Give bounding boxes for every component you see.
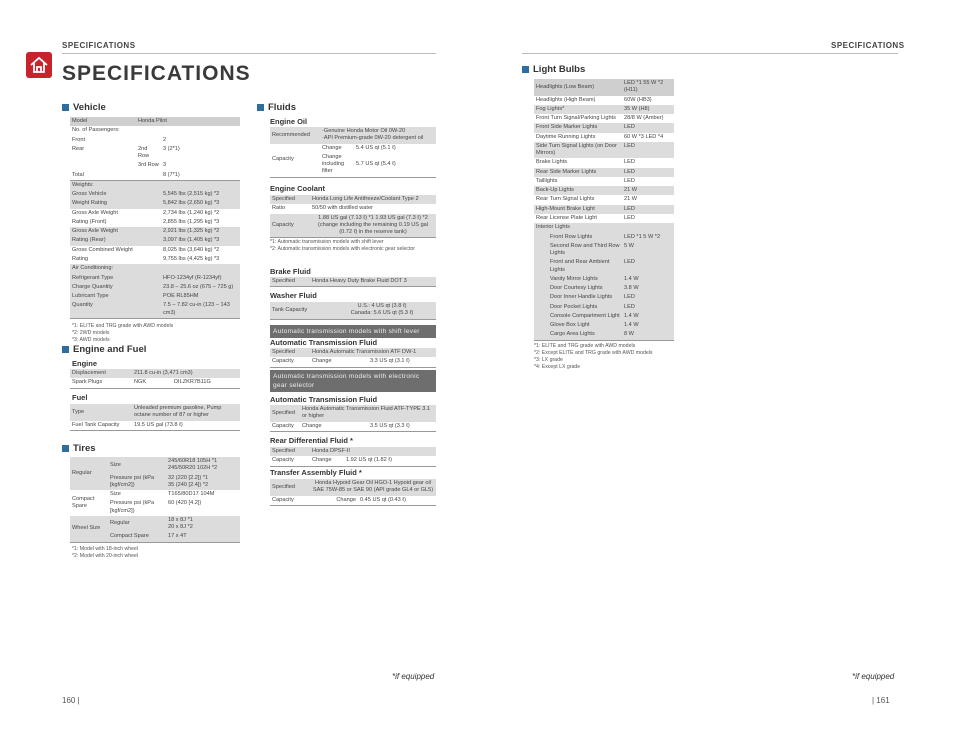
- rear-diff-table: Specified Honda DPSF-II Capacity Change 1.92 US qt (1.82 ℓ): [270, 447, 436, 467]
- page-number-right: | 161: [872, 696, 890, 705]
- page-header-right: SPECIFICATIONS: [831, 41, 905, 50]
- atf-subheading: Automatic Transmission Fluid: [270, 338, 378, 347]
- bulbs-table: Headlights (Low Beam) LED *1 55 W *2 (H11) Headlights (High Beam) 60W (HB3) Fog Lights* 35 W (H8) Front Turn Signal/Parking Lights 28/8 W (Amber) Front Side Marker Lights LED Daytime Running Lights 60 W *3 LED *4 Side Turn Signal Lights (on Door Mirrors) LED Brake Lights LED Rear Side Marker Lights LED Taillights LED Back-Up Lights 21 W Rear Turn Signal Lights 21 W High-Mount Brake Light LED Rear License Plate Light LED Interior Lights Front Row Lights LED *1 5 W *2 Second Row and Third Row Lights 5 W Front and Rear Ambient Lights LED Vanity Mirror Lights 1.4 W Door Courtesy Lights 3.8 W Door Inner Handle Lights LED Door Pocket Lights LED Console Compartment Light 1.4 W Glove Box Light 1.4 W Cargo Area Lights 8 W *1: ELITE and TRG grade with AWD models *2: Except ELITE and TRG grade with AWD models *3: LX grade *4: Except LX grade: [534, 79, 674, 371]
- bulbs-note: *2: Except ELITE and TRG grade with AWD models: [534, 349, 653, 356]
- vehicle-note: *3: AWD models: [72, 336, 110, 343]
- engine-oil-subheading: Engine Oil: [270, 117, 308, 126]
- tires-note: *2: Model with 20-inch wheel: [72, 552, 139, 559]
- fluids-heading: Fluids: [257, 102, 296, 113]
- transfer-subheading: Transfer Assembly Fluid *: [270, 468, 362, 477]
- brake-subheading: Brake Fluid: [270, 267, 311, 276]
- atf2-subheading: Automatic Transmission Fluid: [270, 395, 378, 404]
- page-header-left: SPECIFICATIONS: [62, 41, 136, 50]
- bulbs-heading: Light Bulbs: [522, 64, 585, 75]
- washer-subheading: Washer Fluid: [270, 291, 317, 300]
- tires-heading: Tires: [62, 443, 96, 454]
- page-title: SPECIFICATIONS: [62, 62, 251, 85]
- vehicle-heading: Vehicle: [62, 102, 106, 113]
- coolant-note: *1: Automatic transmission models with shift lever: [270, 239, 384, 246]
- tires-table: Regular Size 245/60R18 105H *1 245/50R20 102H *2 Pressure psi (kPa [kgf/cm2]) 32 (220 [2.2]) *1 35 (240 [2.4]) *2 Compact Spare Size T165/80D17 104M Pressure psi (kPa [kgf/cm2]) 60 (420 [4.2]) Wheel Size Regular 18 x 8J *1 20 x 8J *2 Compact Spare 17 x 4T *1: Model with 18-inch wheel *2: Model with 20-inch wheel: [70, 457, 240, 560]
- home-icon: [26, 52, 52, 78]
- page-number-left: 160 |: [62, 696, 80, 705]
- engine-heading: Engine and Fuel: [62, 344, 146, 355]
- brake-table: Specified Honda Heavy Duty Brake Fluid DOT 3: [270, 277, 436, 287]
- shift-lever-banner: Automatic transmission models with shift lever: [270, 325, 436, 338]
- coolant-subheading: Engine Coolant: [270, 184, 325, 193]
- washer-table: Tank Capacity U.S.: 4 US qt (3.8 ℓ) Canada: 5.6 US qt (5.3 ℓ): [270, 302, 436, 320]
- fuel-subheading: Fuel: [72, 393, 88, 402]
- atf-table: Specified Honda Automatic Transmission ATF DW-1 Capacity Change 3.3 US qt (3.1 ℓ): [270, 348, 436, 368]
- engine-table: Displacement 211.8 cu-in (3,471 cm3) Spark Plugs NGK DILZKR7B11G: [70, 369, 240, 389]
- rear-diff-subheading: Rear Differential Fluid *: [270, 436, 353, 445]
- bulbs-note: *3: LX grade: [534, 356, 563, 363]
- bulbs-note: *1: ELITE and TRG grade with AWD models: [534, 342, 636, 349]
- bulbs-note: *4: Except LX grade: [534, 363, 581, 370]
- vehicle-note: *2: 2WD models: [72, 329, 110, 336]
- coolant-note: *2: Automatic transmission models with electronic gear selector: [270, 246, 416, 253]
- transfer-table: Specified Honda Hypoid Gear Oil HGO-1 Hypoid gear oil SAE 75W-85 or SAE 90 (API grade GL4 or GL5) Capacity Change 0.45 US qt (0.43 ℓ): [270, 479, 436, 506]
- footnote-left: *if equipped: [392, 672, 435, 681]
- home-button[interactable]: [26, 52, 52, 78]
- gear-selector-banner: Automatic transmission models with electronic gear selector: [270, 370, 436, 392]
- vehicle-note: *1: ELITE and TRG grade with AWD models: [72, 322, 174, 329]
- coolant-table: Specified Honda Long Life Antifreeze/Coolant Type 2 Ratio 50/50 with distilled water Capacity 1.88 US gal (7.13 ℓ) *1 1.93 US gal (7.3 ℓ) *2 (change including the remaining 0.19 US gal (0.72 ℓ) in the reserve tank) *1: Automatic transmission models with shift lever *2: Automatic transmission models with electronic gear selector: [270, 195, 436, 253]
- tires-note: *1: Model with 18-inch wheel: [72, 545, 139, 552]
- fuel-table: Type Unleaded premium gasoline, Pump octane number of 87 or higher Fuel Tank Capacity 19.5 US gal (73.8 ℓ): [70, 404, 240, 431]
- engine-oil-table: Recommended ·Genuine Honda Motor Oil 0W-20 ·API Premium-grade 0W-20 detergent oil Capacity Change 5.4 US qt (5.1 ℓ) Change including filter 5.7 US qt (5.4 ℓ): [270, 127, 436, 178]
- atf2-table: Specified Honda Automatic Transmission Fluid ATF-TYPE 3.1 or higher Capacity Change 3.5 US qt (3.3 ℓ): [270, 405, 436, 432]
- vehicle-table: Model Honda Pilot No. of Passengers: Front 2 Rear 2nd Row 3 (2*1) 3rd Row 3 Total 8 (7*1) Weights: Gross Vehicle 5,545 lbs (2,515 kg) *2 Weight Rating 5,842 lbs (2,650 kg) *3 Gross Axle Weight 2,734 lbs (1,240 kg) *2 Rating (Front) 2,855 lbs (1,295 kg) *3 Gross Axle Weight 2,921 lbs (1,325 kg) *2 Rating (Rear) 3,097 lbs (1,405 kg) *3 Gross Combined Weight 8,025 lbs (3,640 kg) *2 Rating 9,755 lbs (4,425 kg) *3 Air Conditioning: Refrigerant Type HFO-1234yf (R-1234yf) Charge Quantity 23.8 – 25.6 oz (675 – 725 g) Lubricant Type POE RL85HM Quantity 7.5 – 7.82 cu-in (123 – 143 cm3) *1: ELITE and TRG grade with AWD models *2: 2WD models *3: AWD models: [70, 117, 240, 344]
- footnote-right: *if equipped: [852, 672, 895, 681]
- engine-subheading: Engine: [72, 359, 98, 368]
